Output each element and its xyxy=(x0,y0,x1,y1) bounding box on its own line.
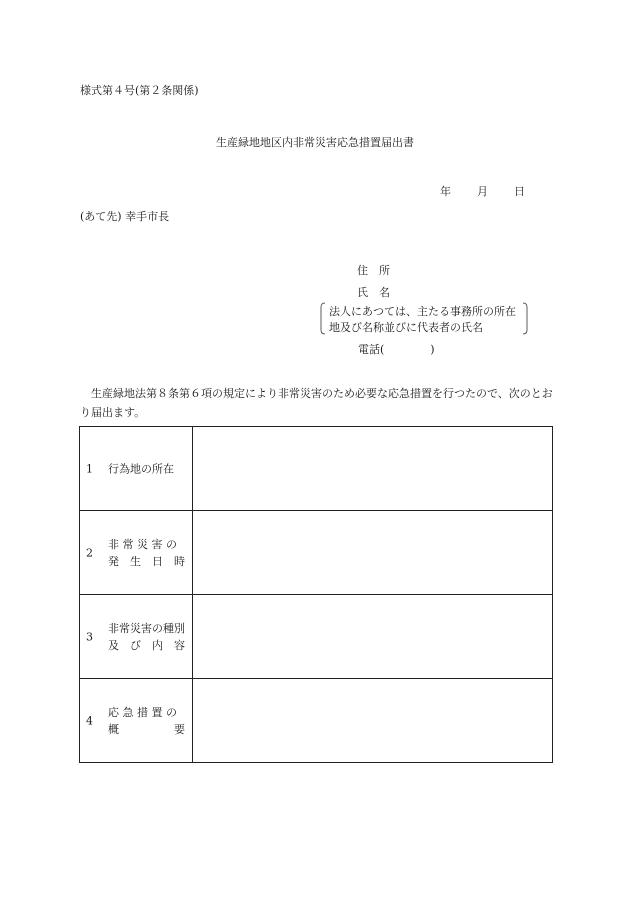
item-value-cell[interactable] xyxy=(193,427,553,511)
item-label-line: 非 常 災 害 の xyxy=(108,537,177,551)
item-number: 2 xyxy=(86,546,93,559)
corporation-note-text xyxy=(329,304,516,336)
item-label-cell xyxy=(80,679,193,763)
name-label: 氏 名 xyxy=(357,286,390,299)
item-label-line: 及 び 内 容 xyxy=(108,638,185,652)
date-day: 日 xyxy=(514,185,525,198)
item-label-line: 概 要 xyxy=(108,722,185,736)
item-label-cell xyxy=(80,427,193,511)
item-number: 4 xyxy=(86,714,93,727)
item-label-line: 非常災害の種別 xyxy=(108,621,185,635)
item-number: 1 xyxy=(86,462,93,475)
item-label xyxy=(108,704,186,738)
body-text: 生産緑地法第８条第６項の規定により非常災害のため必要な応急措置を行つたので、次のとおり届出ます。 xyxy=(80,387,553,419)
form-number: 様式第４号(第２条関係) xyxy=(80,84,199,97)
item-label xyxy=(108,536,186,570)
item-number: 3 xyxy=(86,630,93,643)
item-table xyxy=(79,426,553,763)
phone-label: 電話( xyxy=(358,343,385,356)
date-line xyxy=(440,183,525,199)
item-value-cell[interactable] xyxy=(193,679,553,763)
table-row xyxy=(80,679,553,763)
item-label-line: 発 生 日 時 xyxy=(108,554,185,568)
address-label: 住 所 xyxy=(357,264,390,277)
document-title: 生産緑地地区内非常災害応急措置届出書 xyxy=(216,136,414,149)
item-label-cell xyxy=(80,595,193,679)
phone-close: ) xyxy=(430,343,435,356)
corporation-note-line: 法人にあつては、主たる事務所の所在 xyxy=(329,305,516,318)
corporation-note xyxy=(320,302,528,335)
item-label-line: 行為地の所在 xyxy=(108,462,174,475)
item-label xyxy=(108,620,186,654)
table-row xyxy=(80,511,553,595)
item-value-cell[interactable] xyxy=(193,511,553,595)
item-label-line: 応 急 措 置 の xyxy=(108,705,177,719)
phone-line xyxy=(358,341,435,357)
date-month: 月 xyxy=(477,185,488,198)
addressee: (あて先) 幸手市長 xyxy=(80,210,170,223)
item-value-cell[interactable] xyxy=(193,595,553,679)
table-row xyxy=(80,595,553,679)
item-label-cell xyxy=(80,511,193,595)
corporation-note-line: 地及び名称並びに代表者の氏名 xyxy=(329,321,483,334)
item-label xyxy=(108,460,186,477)
date-year: 年 xyxy=(440,185,451,198)
table-row xyxy=(80,427,553,511)
